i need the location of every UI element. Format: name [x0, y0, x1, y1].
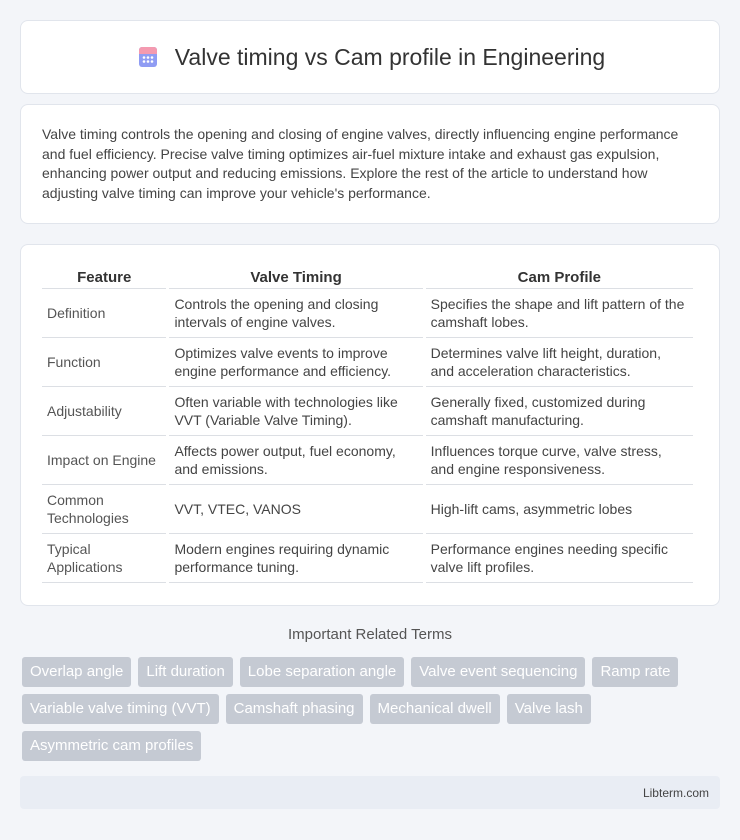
- related-term-tag[interactable]: Lobe separation angle: [240, 657, 404, 687]
- table-cell-feature: Typical Applications: [42, 534, 166, 583]
- table-cell-feature: Impact on Engine: [42, 436, 166, 485]
- comparison-table-card: [20, 244, 720, 606]
- table-cell-cam-profile: High-lift cams, asymmetric lobes: [426, 485, 693, 534]
- table-row: [42, 485, 693, 534]
- footer-site-link[interactable]: Libterm.com: [642, 785, 709, 800]
- table-cell-valve-timing: Often variable with technologies like VVT (Variable Valve Timing).: [169, 387, 422, 436]
- page-title: Valve timing vs Cam profile in Engineering: [174, 43, 606, 70]
- related-term-tag[interactable]: Mechanical dwell: [370, 694, 500, 724]
- comparison-table: [39, 265, 696, 583]
- table-row: [42, 436, 693, 485]
- table-cell-feature: Common Technologies: [42, 485, 166, 534]
- column-header-cam-profile: Cam Profile: [426, 265, 693, 289]
- page-footer: [20, 776, 720, 809]
- table-cell-valve-timing: Optimizes valve events to improve engine performance and efficiency.: [169, 338, 422, 387]
- table-cell-cam-profile: Generally fixed, customized during camshaft manufacturing.: [426, 387, 693, 436]
- table-cell-feature: Function: [42, 338, 166, 387]
- related-term-tag[interactable]: Ramp rate: [592, 657, 678, 687]
- table-cell-valve-timing: Modern engines requiring dynamic performance tuning.: [169, 534, 422, 583]
- intro-text: Valve timing controls the opening and closing of engine valves, directly influencing engine performance and fuel efficiency. Precise valve timing optimizes air-fuel mixture intake and exhaust gas expulsion, enhancing power output and reducing emissions. Explore the rest of the article to understand how adjusting valve timing can improve your vehicle's performance.: [42, 126, 679, 201]
- related-terms-title: Important Related Terms: [288, 626, 452, 643]
- table-cell-valve-timing: Affects power output, fuel economy, and emissions.: [169, 436, 422, 485]
- related-term-tag[interactable]: Lift duration: [138, 657, 232, 687]
- table-row: [42, 338, 693, 387]
- table-cell-cam-profile: Performance engines needing specific valve lift profiles.: [426, 534, 693, 583]
- table-cell-cam-profile: Influences torque curve, valve stress, and engine responsiveness.: [426, 436, 693, 485]
- table-cell-feature: Definition: [42, 289, 166, 338]
- table-cell-cam-profile: Determines valve lift height, duration, and acceleration characteristics.: [426, 338, 693, 387]
- column-header-feature: Feature: [42, 265, 166, 289]
- table-cell-valve-timing: VVT, VTEC, VANOS: [169, 485, 422, 534]
- related-term-tag[interactable]: Variable valve timing (VVT): [22, 694, 219, 724]
- related-term-tag[interactable]: Asymmetric cam profiles: [22, 731, 201, 761]
- table-row: [42, 534, 693, 583]
- table-header-row: [42, 265, 693, 289]
- related-term-tag[interactable]: Overlap angle: [22, 657, 131, 687]
- table-row: [42, 387, 693, 436]
- table-cell-feature: Adjustability: [42, 387, 166, 436]
- column-header-valve-timing: Valve Timing: [169, 265, 422, 289]
- table-row: [42, 289, 693, 338]
- related-terms-list: [22, 657, 722, 761]
- intro-section: [20, 104, 720, 224]
- table-cell-cam-profile: Specifies the shape and lift pattern of the camshaft lobes.: [426, 289, 693, 338]
- calculator-icon: [135, 44, 161, 70]
- related-term-tag[interactable]: Valve event sequencing: [411, 657, 585, 687]
- page-header: [20, 20, 720, 94]
- related-term-tag[interactable]: Camshaft phasing: [226, 694, 363, 724]
- related-term-tag[interactable]: Valve lash: [507, 694, 591, 724]
- table-cell-valve-timing: Controls the opening and closing intervals of engine valves.: [169, 289, 422, 338]
